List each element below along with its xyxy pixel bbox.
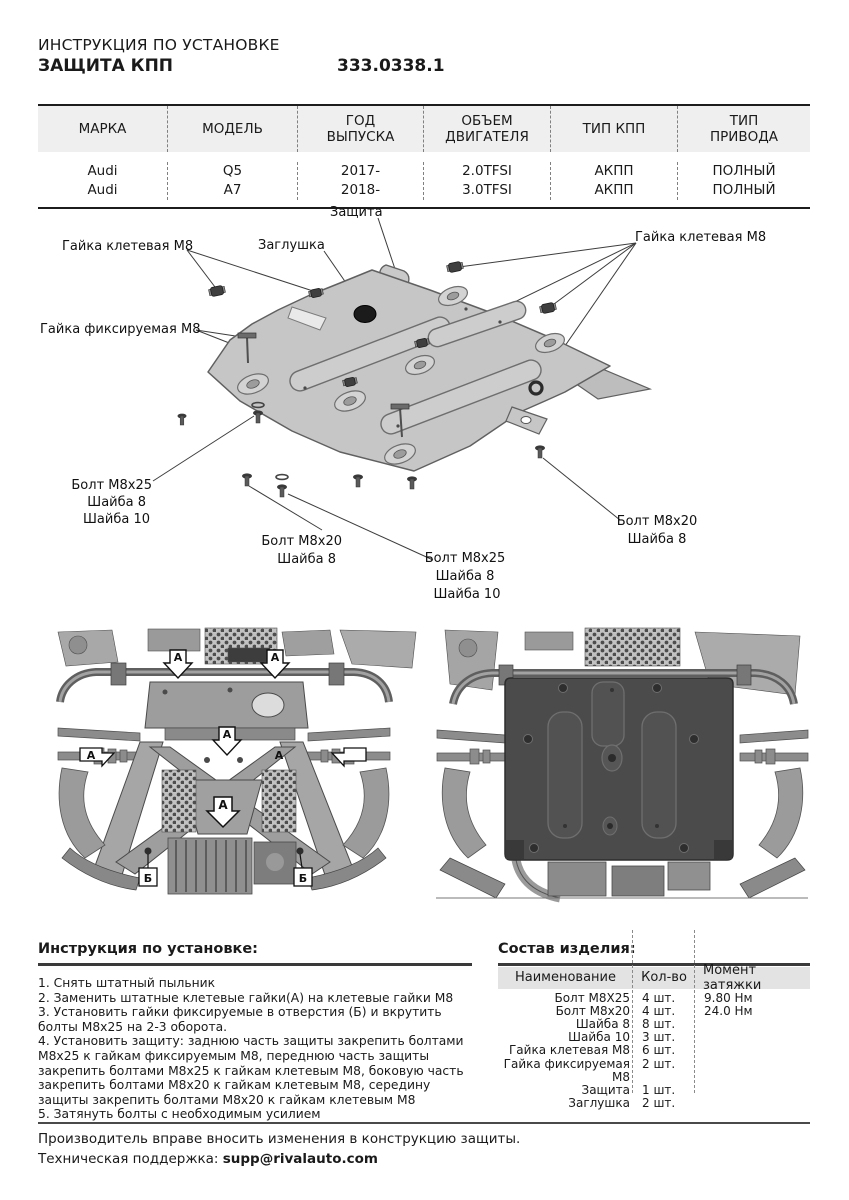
parts-row: Шайба 10 3 шт. <box>568 1030 676 1045</box>
svg-text:Б: Б <box>298 872 308 885</box>
parts-heading: Состав изделия: <box>498 941 636 957</box>
svg-text:Б: Б <box>143 872 153 885</box>
page-title: ЗАЩИТА КПП <box>38 56 174 76</box>
fitment-table <box>38 104 810 209</box>
instruction-step: 4. Установить защиту: заднюю часть защиты закрепить болтами М8х25 к гайкам фиксируемым М8, переднюю часть защиты закрепить болтами М8х25 к гайкам клетевым М8, боковую часть закрепить болтами М8х20 к гайкам клетевым М8, середину защиты закрепить болтами М8х20 к гайкам клетевым М8 <box>38 1034 464 1107</box>
label-bolt-center <box>425 551 506 602</box>
table-col-values: ПОЛНЫЙ ПОЛНЫЙ <box>677 162 810 200</box>
parts-col-divider <box>632 930 633 1093</box>
svg-text:Шайба 10: Шайба 10 <box>83 512 150 527</box>
parts-col-divider <box>694 930 695 1093</box>
instruction-step: 3. Установить гайки фиксируемые в отверстия (Б) и вкрутить болты М8х25 на 2-3 оборота. <box>38 1005 442 1034</box>
parts-table-header <box>498 962 810 993</box>
parts-row: Защита 1 шт. <box>581 1082 676 1097</box>
svg-text:Болт М8х25: Болт М8х25 <box>424 551 506 566</box>
install-instructions-section <box>38 941 472 1122</box>
label-cage-nut-right: Гайка клетевая М8 <box>635 230 767 245</box>
photo-after-install <box>436 628 808 898</box>
parts-row: Болт М8Х25 4 шт. 9.80 Нм <box>554 990 753 1005</box>
parts-row: Гайка фиксируемая М8 2 шт. <box>503 1056 676 1084</box>
svg-text:Шайба 8: Шайба 8 <box>627 532 687 547</box>
support-line <box>38 1151 378 1167</box>
manufacturer-note: Производитель вправе вносить изменения в конструкцию защиты. <box>38 1131 521 1147</box>
installed-plate <box>505 678 733 860</box>
col-header-drive: ТИП ПРИВОДА <box>677 106 810 152</box>
col-header-torque: Момент затяжки <box>703 962 762 993</box>
fitment-table-header <box>38 106 810 152</box>
instructions-heading: Инструкция по установке: <box>38 941 258 957</box>
svg-text:А: А <box>222 728 232 741</box>
support-email: supp@rivalauto.com <box>222 1151 378 1167</box>
col-header-model: МОДЕЛЬ <box>167 106 297 152</box>
svg-text:Шайба 8: Шайба 8 <box>87 495 146 510</box>
installation-photos <box>38 626 810 908</box>
label-protection: Защита <box>330 205 383 220</box>
instruction-step: 5. Затянуть болты с необходимым усилием <box>38 1107 321 1122</box>
doc-subtitle: ИНСТРУКЦИЯ ПО УСТАНОВКЕ <box>38 36 280 54</box>
table-col-values: Q5 A7 <box>167 162 297 200</box>
doc-title-row <box>38 56 538 78</box>
label-fixing-nut: Гайка фиксируемая М8 <box>40 322 201 337</box>
col-header-year: ГОД ВЫПУСКА <box>297 106 423 152</box>
svg-text:А: А <box>173 651 183 664</box>
svg-text:Болт М8х20: Болт М8х20 <box>616 514 698 529</box>
svg-text:А: А <box>270 651 280 664</box>
support-label: Техническая поддержка: <box>38 1151 219 1167</box>
label-plug: Заглушка <box>258 238 325 253</box>
label-bolt-right <box>617 514 698 547</box>
col-header-engine: ОБЪЕМ ДВИГАТЕЛЯ <box>423 106 550 152</box>
instruction-step: 1. Снять штатный пыльник <box>38 976 216 990</box>
skid-plate-drawing <box>208 265 650 471</box>
table-col-values: Audi Audi <box>87 163 118 198</box>
svg-text:Шайба 8: Шайба 8 <box>435 569 495 584</box>
parts-table-rows <box>498 992 810 1111</box>
photo-before-install <box>58 628 416 894</box>
svg-text:Болт М8х20: Болт М8х20 <box>261 534 342 549</box>
svg-text:А: А <box>218 798 228 812</box>
col-header-marka: МАРКА <box>78 121 127 137</box>
svg-text:А: А <box>274 749 284 762</box>
col-header-gearbox: ТИП КПП <box>550 106 677 152</box>
table-col-values: АКПП АКПП <box>550 162 677 200</box>
parts-row: Шайба 8 8 шт. <box>575 1016 676 1031</box>
parts-row: Заглушка 2 шт. <box>568 1096 676 1111</box>
exploded-view-diagram <box>38 196 810 612</box>
col-header-name: Наименование <box>514 970 617 985</box>
table-col-values: 2017- 2018- <box>297 162 423 200</box>
label-cage-nut-left: Гайка клетевая М8 <box>62 239 194 254</box>
parts-row: Гайка клетевая М8 6 шт. <box>508 1043 676 1058</box>
instruction-step: 2. Заменить штатные клетевые гайки(А) на клетевые гайки М8 <box>38 990 454 1005</box>
label-bolt-left <box>71 478 152 527</box>
part-number: 333.0338.1 <box>337 56 445 76</box>
svg-text:Болт М8х25: Болт М8х25 <box>71 478 152 493</box>
plug-icon <box>354 306 376 323</box>
svg-text:Шайба 8: Шайба 8 <box>277 552 336 567</box>
heading-rule <box>38 963 472 966</box>
parts-row: Болт М8х20 4 шт. 24.0 Нм <box>555 1003 753 1018</box>
svg-text:Шайба 10: Шайба 10 <box>433 587 501 602</box>
footer-rule <box>38 1122 810 1124</box>
svg-text:А: А <box>86 749 96 762</box>
label-bolt-mid <box>261 534 342 567</box>
table-col-values: 2.0TFSI 3.0TFSI <box>423 162 550 200</box>
parts-list-section <box>498 941 810 1110</box>
col-header-qty: Кол-во <box>641 970 687 985</box>
